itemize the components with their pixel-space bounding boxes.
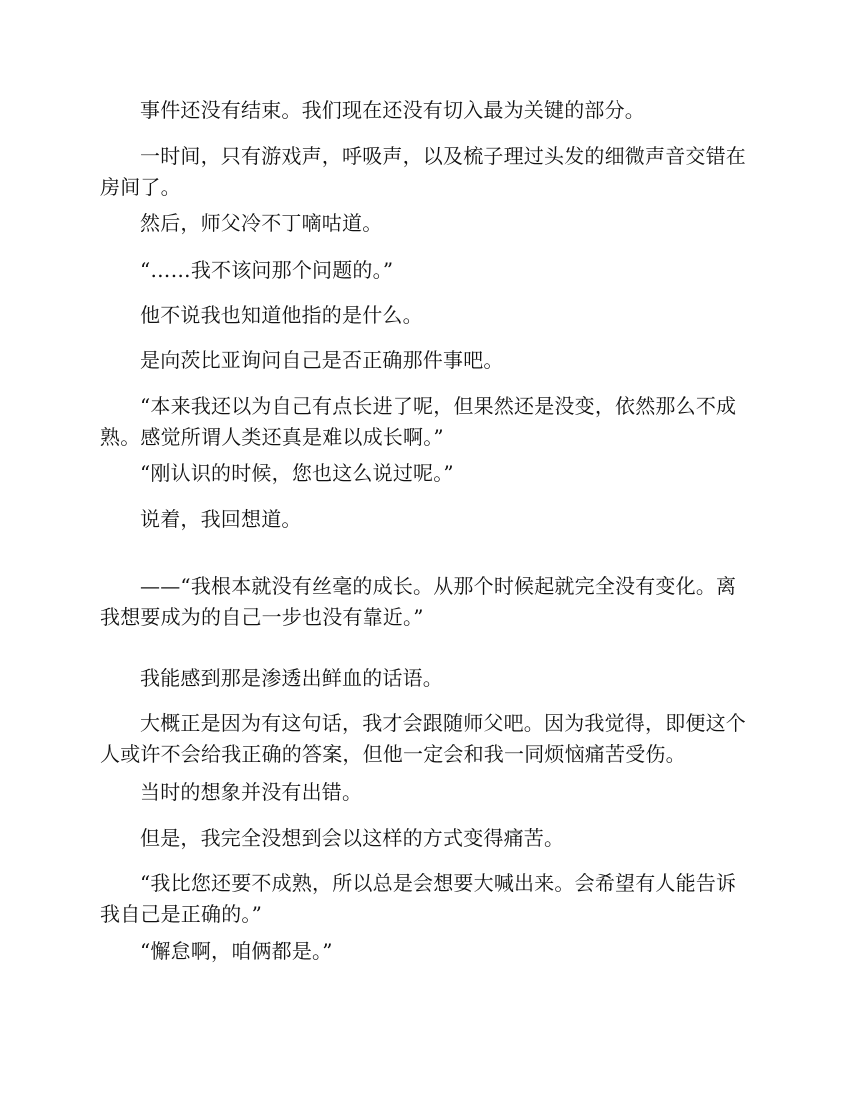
paragraph: ——“我根本就没有丝毫的成长。从那个时候起就完全没有变化。离我想要成为的自己一步也没有靠近。” <box>100 574 737 629</box>
paragraph: “懈怠啊，咱俩都是。” <box>140 939 333 963</box>
paragraph: 说着，我回想道。 <box>140 507 302 531</box>
paragraph: 是向茨比亚询问自己是否正确那件事吧。 <box>140 348 504 372</box>
paragraph: 大概正是因为有这句话，我才会跟随师父吧。因为我觉得，即便这个人或许不会给我正确的答案，但他一定会和我一同烦恼痛苦受伤。 <box>100 711 746 766</box>
paragraph: “我比您还要不成熟，所以总是会想要大喊出来。会希望有人能告诉我自己是正确的。” <box>100 871 737 926</box>
paragraph: 一时间，只有游戏声，呼吸声，以及梳子理过头发的细微声音交错在房间了。 <box>100 144 746 199</box>
paragraph: 事件还没有结束。我们现在还没有切入最为关键的部分。 <box>140 98 645 122</box>
paragraph: 但是，我完全没想到会以这样的方式变得痛苦。 <box>140 826 565 850</box>
paragraph: 他不说我也知道他指的是什么。 <box>140 303 423 327</box>
paragraph: “本来我还以为自己有点长进了呢，但果然还是没变，依然那么不成熟。感觉所谓人类还真是难以成长啊。” <box>100 394 737 449</box>
paragraph: 当时的想象并没有出错。 <box>140 780 363 804</box>
paragraph: “刚认识的时候，您也这么说过呢。” <box>140 461 454 485</box>
paragraph: “……我不该问那个问题的。” <box>140 258 394 282</box>
paragraph: 然后，师父冷不丁嘀咕道。 <box>140 211 383 235</box>
paragraph: 我能感到那是渗透出鲜血的话语。 <box>140 666 443 690</box>
